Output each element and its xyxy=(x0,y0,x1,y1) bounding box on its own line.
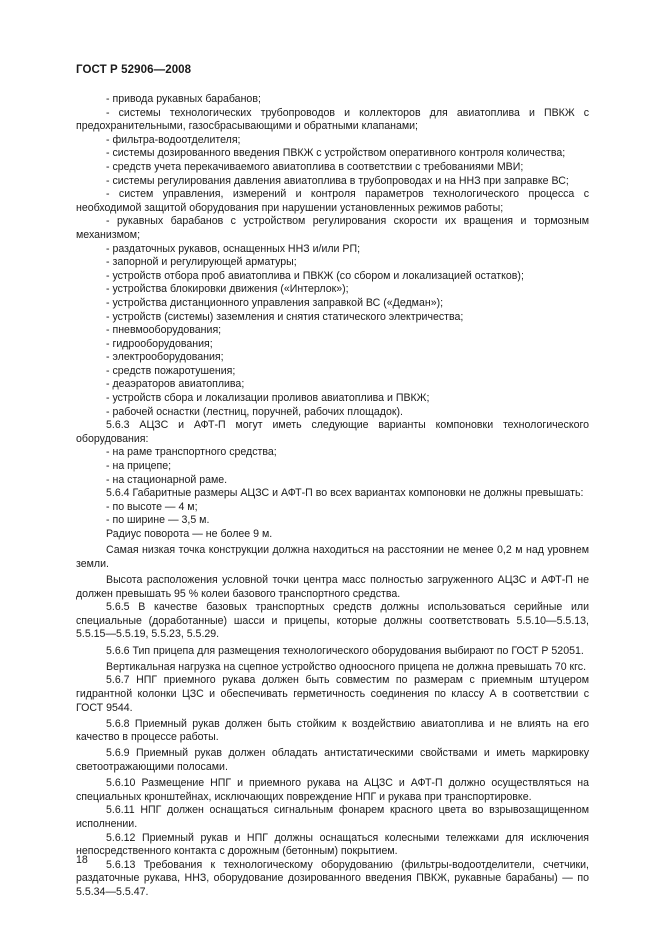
paragraph: Самая низкая точка конструкции должна находиться на расстоянии не менее 0,2 м над уровнем земли. xyxy=(76,544,589,570)
clause-5-6-12: 5.6.12 Приемный рукав и НПГ должны оснащаться колесными тележками для исключения непосредственного контакта с дорожным (бетонным) покрытием. xyxy=(76,831,589,858)
clause-5-6-9: 5.6.9 Приемный рукав должен обладать антистатическими свойствами и иметь маркировку светоотражающими полосами. xyxy=(76,747,589,774)
list-item: - рукавных барабанов с устройством регулирования скорости их вращения и тормозным механизмом; xyxy=(76,215,589,241)
list-item: - по ширине — 3,5 м. xyxy=(106,514,210,527)
list-item: - устройства блокировки движения («Интерлок»); xyxy=(106,283,349,296)
paragraph: Высота расположения условной точки центра масс полностью загруженного АЦЗС и АФТ-П не должен превышать 95 % колеи базового транспортного средства. xyxy=(76,573,589,600)
clause-5-6-7: 5.6.7 НПГ приемного рукава должен быть совместим по размерам с приемным штуцером гидрантной колонки ЦЗС и обеспечивать герметичность соединения по классу А в соответствии с ГОСТ 9544. xyxy=(76,674,589,714)
list-item: - системы технологических трубопроводов и коллекторов для авиатоплива и ПВКЖ с предохранительными, газосбрасывающими и обратными клапанами; xyxy=(76,106,589,133)
clause-5-6-5: 5.6.5 В качестве базовых транспортных средств должны использоваться серийные или специальные (доработанные) шасси и прицепы, которые должны соответствовать 5.5.10—5.5.13, 5.5.15—5.5.19, 5.5.23, 5.5.29. xyxy=(76,601,589,641)
list-item: - раздаточных рукавов, оснащенных ННЗ и/или РП; xyxy=(106,242,361,255)
list-item: - средств пожаротушения; xyxy=(106,364,236,377)
list-item: - устройств (системы) заземления и снятия статического электричества; xyxy=(106,310,464,323)
clause-5-6-10: 5.6.10 Размещение НПГ и приемного рукава на АЦЗС и АФТ-П должно осуществляться на специальных кронштейнах, исключающих повреждение НПГ и рукава при транспортировке. xyxy=(76,777,589,803)
list-item: - устройств отбора проб авиатоплива и ПВКЖ (со сбором и локализацией остатков); xyxy=(106,269,524,282)
paragraph: Радиус поворота — не более 9 м. xyxy=(106,528,273,540)
clause-5-6-4: 5.6.4 Габаритные размеры АЦЗС и АФТ-П во всех вариантах компоновки не должны превышать: xyxy=(106,487,584,500)
list-item: - средств учета перекачиваемого авиатоплива в соответствии с требованиями МВИ; xyxy=(106,160,524,173)
document-header: ГОСТ Р 52906—2008 xyxy=(76,64,192,76)
clause-5-6-3: 5.6.3 АЦЗС и АФТ-П могут иметь следующие варианты компоновки технологического оборудования: xyxy=(76,419,589,445)
list-item: - по высоте — 4 м; xyxy=(106,500,198,513)
list-item: - фильтра-водоотделителя; xyxy=(106,133,241,146)
list-item: - на прицепе; xyxy=(106,460,172,473)
list-item: - запорной и регулирующей арматуры; xyxy=(106,256,297,269)
list-item: - систем управления, измерений и контроля параметров технологического процесса с необходимой защитой оборудования при нарушении установленных режимов работы; xyxy=(76,188,589,214)
list-item: - на раме транспортного средства; xyxy=(106,446,277,459)
list-item: - рабочей оснастки (лестниц, поручней, рабочих площадок). xyxy=(106,405,403,418)
paragraph: Вертикальная нагрузка на сцепное устройство одноосного прицепа не должна превышать 70 кгс. xyxy=(106,660,587,673)
list-item: - электрооборудования; xyxy=(106,351,224,364)
clause-5-6-6: 5.6.6 Тип прицепа для размещения технологического оборудования выбирают по ГОСТ Р 52051. xyxy=(106,644,584,657)
list-item: - гидрооборудования; xyxy=(106,337,213,350)
clause-5-6-13: 5.6.13 Требования к технологическому оборудованию (фильтры-водоотделители, счетчики, раздаточные рукава, ННЗ, оборудование дозированного введения ПВКЖ, рукавные барабаны) — по 5.5.34—5.5.47. xyxy=(76,858,589,898)
list-item: - системы дозированного введения ПВКЖ с устройством оперативного контроля количества; xyxy=(106,147,566,160)
list-item: - устройства дистанционного управления заправкой ВС («Дедман»); xyxy=(106,296,444,309)
list-item: - устройств сбора и локализации проливов авиатоплива и ПВКЖ; xyxy=(106,392,430,405)
list-item: - деаэраторов авиатоплива; xyxy=(106,378,245,391)
list-item: - на стационарной раме. xyxy=(106,473,228,486)
page-number: 18 xyxy=(76,854,88,866)
list-item: - системы регулирования давления авиатоплива в трубопроводах и на ННЗ при заправке ВС; xyxy=(106,174,569,187)
clause-5-6-11: 5.6.11 НПГ должен оснащаться сигнальным фонарем красного цвета во взрывозащищенном исполнении. xyxy=(76,804,589,831)
list-item: - привода рукавных барабанов; xyxy=(106,93,261,105)
list-item: - пневмооборудования; xyxy=(106,324,222,337)
document-body xyxy=(76,93,589,900)
clause-5-6-8: 5.6.8 Приемный рукав должен быть стойким к воздействию авиатоплива и не влиять на его качество в процессе работы. xyxy=(76,717,589,744)
